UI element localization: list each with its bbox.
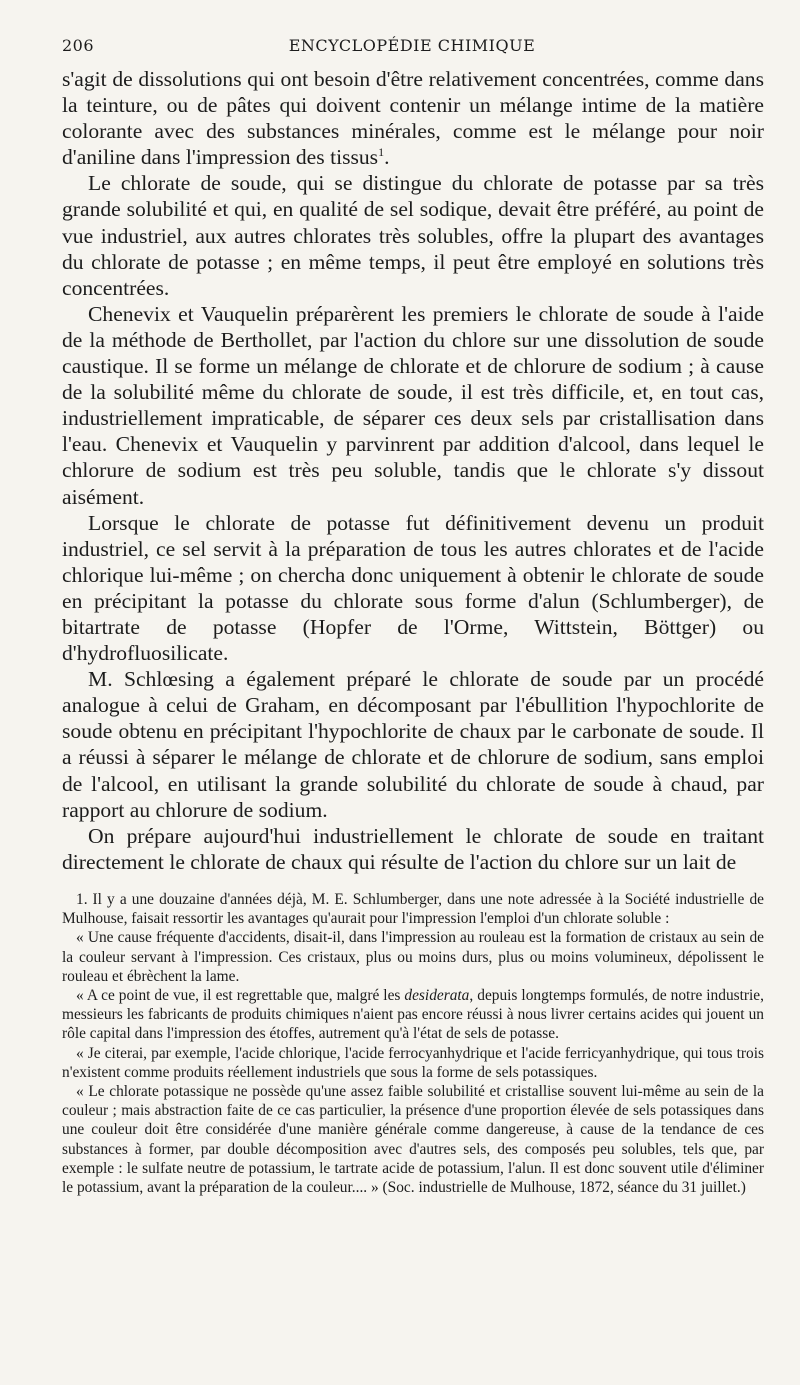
footnote-quote-1: « Une cause fréquente d'accidents, disait-il, dans l'impression au rouleau est la formation de cristaux au sein de la couleur servant à l'impression. Ces cristaux, plus ou moins durs, plus ou moins volumineux, dépolissent le rouleau et ébrèchent la lame.	[62, 929, 764, 985]
page-header	[62, 36, 762, 62]
paragraph-1	[62, 66, 764, 170]
footnotes	[62, 890, 764, 1197]
running-title: ENCYCLOPÉDIE CHIMIQUE	[288, 36, 536, 55]
paragraph-1-text: s'agit de dissolutions qui ont besoin d'être relativement concentrées, comme dans la teinture, ou de pâtes qui doivent contenir un mélange intime de la matière colorante avec des substances minérales, comme est le mélange pour noir d'aniline dans l'impression des tissus	[62, 67, 764, 170]
paragraph-5: M. Schlœsing a également préparé le chlorate de soude par un procédé analogue à celui de Graham, en décomposant par l'ébullition l'hypochlorite de soude obtenu en précipitant l'hypochlorite de chaux par le carbonate de soude. Il a réussi à séparer le mélange de chlorate et de chlorure de sodium, sans emploi de l'alcool, en utilisant la grande solubilité du chlorate de soude à chaud, par rapport au chlorure de sodium.	[62, 667, 764, 822]
footnote-reference[interactable]: 1	[378, 145, 385, 160]
footnote-quote-2	[62, 986, 764, 1044]
paragraph-4: Lorsque le chlorate de potasse fut définitivement devenu un produit industriel, ce sel servit à la préparation de tous les autres chlorates et de l'acide chlorique lui-même ; on chercha donc uniquement à obtenir le chlorate de soude en précipitant la potasse du chlorate sous forme d'alun (Schlumberger), de bitartrate de potasse (Hopfer de l'Orme, Wittstein, Böttger) ou d'hydrofluosilicate.	[62, 510, 764, 666]
footnote-1-text: Il y a une douzaine d'années déjà, M. E. Schlumberger, dans une note adressée à la Société industrielle de Mulhouse, faisait ressortir les avantages qu'aurait pour l'impression l'emploi d'un chlorate soluble :	[62, 891, 764, 928]
paragraph-1-end: .	[384, 145, 390, 170]
footnote-quote-4: « Le chlorate potassique ne possède qu'une assez faible solubilité et cristallise souvent lui-même au sein de la couleur ; mais abstraction faite de ce cas particulier, la présence d'une proportion élevée de sels potassiques dans une couleur doit être considérée d'une manière générale comme dangereuse, à cause de la tendance de ces substances à former, par double décomposition avec d'autres sels, des composés peu solubles, tels que, par exemple : le sulfate neutre de potassium, le tartrate acide de potassium, l'alun. Il est donc souvent utile d'éliminer le potassium, avant la préparation de la couleur.... » (Soc. industrielle de Mulhouse, 1872, séance du 31 juillet.)	[62, 1083, 764, 1197]
footnote-quote-2-start: « A ce point de vue, il est regrettable que, malgré les	[76, 987, 405, 1005]
italic-term: desiderata	[404, 987, 470, 1005]
paragraph-6: On prépare aujourd'hui industriellement le chlorate de soude en traitant directement le chlorate de chaux qui résulte de l'action du chlore sur un lait de	[62, 823, 764, 874]
paragraph-3: Chenevix et Vauquelin préparèrent les premiers le chlorate de soude à l'aide de la méthode de Berthollet, par l'action du chlore sur une dissolution de soude caustique. Il se forme un mélange de chlorate et de chlorure de sodium ; à cause de la solubilité même du chlorate de soude, il est très difficile, et, en tout cas, industriellement impraticable, de séparer ces deux sels par cristallisation dans l'eau. Chenevix et Vauquelin y parvinrent par addition d'alcool, dans lequel le chlorure de sodium est très peu soluble, tandis que le chlorate s'y dissout aisément.	[62, 301, 764, 509]
page-number: 206	[62, 36, 95, 55]
footnote-quote-3: « Je citerai, par exemple, l'acide chlorique, l'acide ferrocyanhydrique et l'acide ferricyanhydrique, qui tous trois n'existent comme produits réellement industriels que sous la forme de sels potassiques.	[62, 1044, 764, 1081]
main-text	[62, 66, 764, 875]
paragraph-2: Le chlorate de soude, qui se distingue du chlorate de potasse par sa très grande solubilité et qui, en qualité de sel sodique, devait être préféré, au point de vue industriel, aux autres chlorates très solubles, offre la plupart des avantages du chlorate de potasse ; en même temps, il peut être employé en solutions très concentrées.	[62, 171, 764, 300]
footnote-quote-2-end: , depuis longtemps formulés, de notre industrie, messieurs les fabricants de produits chimiques n'aient pas encore réussi à nous livrer certains acides qui jouent un rôle capital dans l'impression des étoffes, autrement qu'à l'état de sels de potasse.	[62, 987, 764, 1043]
footnote-1	[62, 890, 764, 928]
footnote-number: 1.	[76, 891, 88, 908]
